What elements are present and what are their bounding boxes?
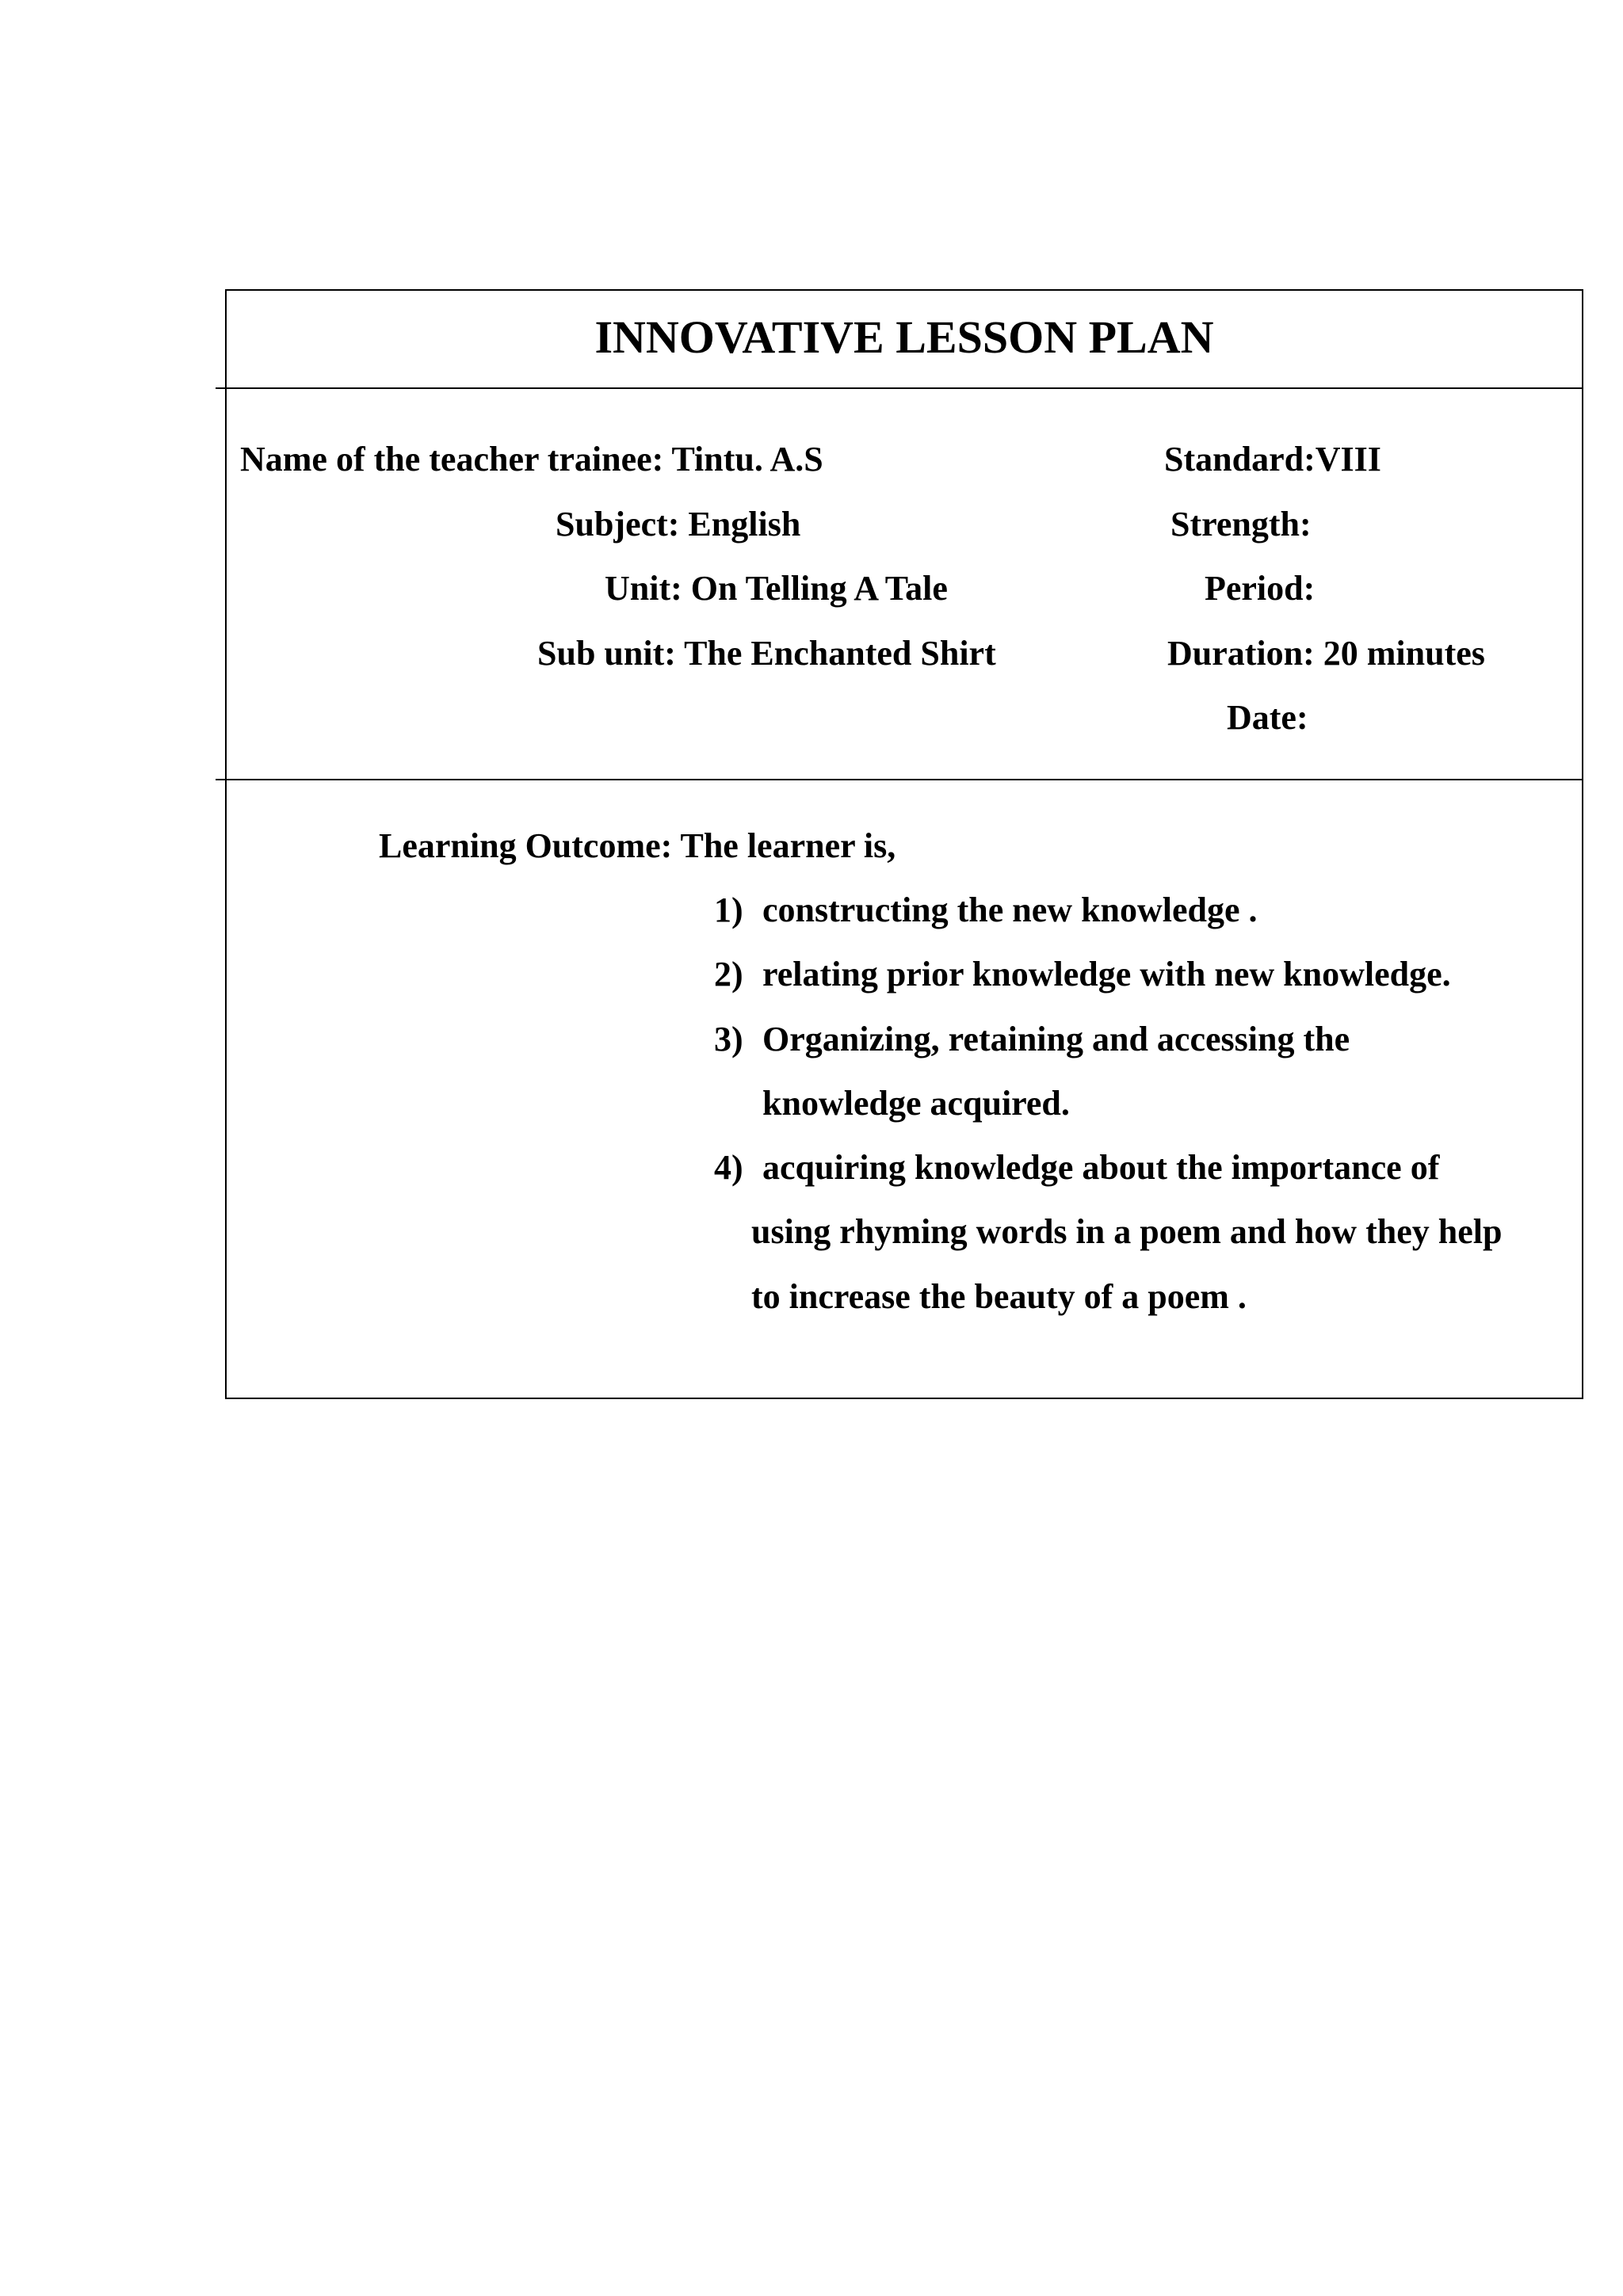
strength-field: Strength: [1170, 505, 1312, 543]
header-divider [216, 387, 1583, 389]
subject-field: Subject: English [556, 505, 801, 543]
learning-outcome-heading: Learning Outcome: The learner is, [379, 826, 896, 865]
teacher-trainee-field: Name of the teacher trainee: Tintu. A.S [240, 440, 823, 479]
details-divider [216, 779, 1583, 780]
duration-field: Duration: 20 minutes [1167, 634, 1485, 673]
list-item-text: Organizing, retaining and accessing the [762, 1020, 1350, 1058]
list-item-number: 3) [714, 1020, 743, 1058]
list-item-number: 2) [714, 955, 743, 994]
sub-unit-field: Sub unit: The Enchanted Shirt [537, 634, 996, 673]
page-title [225, 289, 1583, 384]
date-field: Date: [1227, 698, 1308, 737]
list-item-text: relating prior knowledge with new knowledge. [762, 955, 1451, 994]
list-item-number: 4) [714, 1148, 743, 1187]
page-title-text: INNOVATIVE LESSON PLAN [594, 311, 1214, 363]
unit-field: Unit: On Telling A Tale [605, 569, 948, 608]
list-item-text-continued: knowledge acquired. [762, 1084, 1070, 1123]
list-item-text-continued: using rhyming words in a poem and how they help [751, 1212, 1503, 1251]
list-item-text: acquiring knowledge about the importance of [762, 1148, 1440, 1187]
list-item-number: 1) [714, 891, 743, 929]
list-item-text: constructing the new knowledge . [762, 891, 1258, 929]
period-field: Period: [1205, 569, 1316, 608]
list-item-text-continued: to increase the beauty of a poem . [751, 1277, 1247, 1316]
standard-field: Standard:VIII [1164, 440, 1381, 479]
